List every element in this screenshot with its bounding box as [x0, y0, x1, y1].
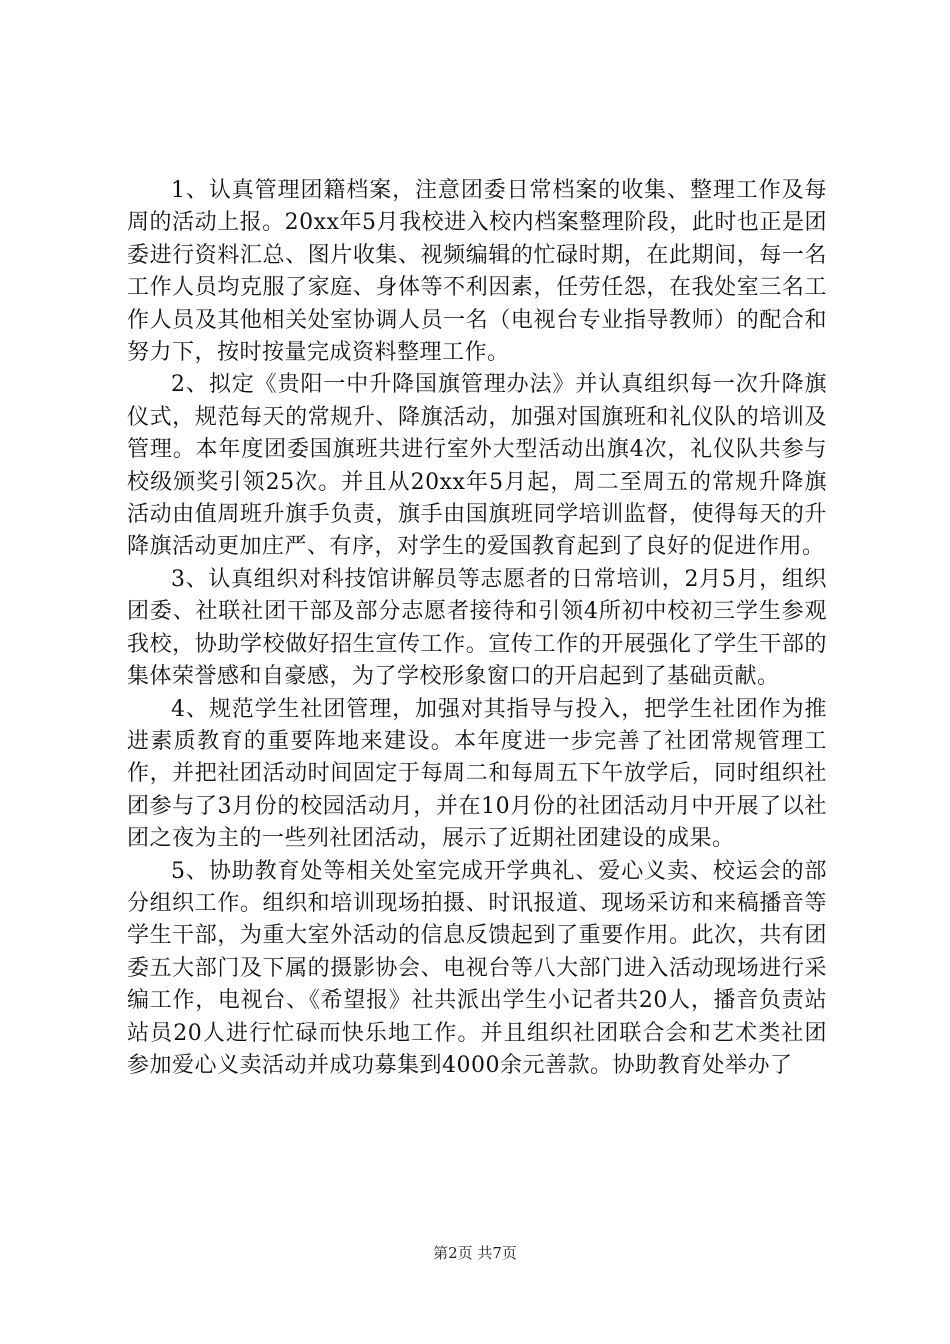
paragraph-4: 4、规范学生社团管理，加强对其指导与投入，把学生社团作为推进素质教育的重要阵地来建设。本年度进一步完善了社团常规管理工作，并把社团活动时间固定于每周二和每周五下午放学后，同时组织社团参与了3月份的校园活动月，并在10月份的社团活动月中开展了以社团之夜为主的一些列社团活动，展示了近期社团建设的成果。 [127, 696, 827, 852]
paragraph-2: 2、拟定《贵阳一中升降国旗管理办法》并认真组织每一次升降旗仪式，规范每天的常规升、降旗活动，加强对国旗班和礼仪队的培训及管理。本年度团委国旗班共进行室外大型活动出旗4次，礼仪队共参与校级颁奖引领25次。并且从20xx年5月起，周二至周五的常规升降旗活动由值周班升旗手负责，旗手由国旗班同学培训监督，使得每天的升降旗活动更加庄严、有序，对学生的爱国教育起到了良好的促进作用。 [127, 372, 827, 560]
document-body [127, 175, 827, 1082]
paragraph-1: 1、认真管理团籍档案，注意团委日常档案的收集、整理工作及每周的活动上报。20xx年5月我校进入校内档案整理阶段，此时也正是团委进行资料汇总、图片收集、视频编辑的忙碌时期，在此期间，每一名工作人员均克服了家庭、身体等不利因素，任劳任怨，在我处室三名工作人员及其他相关处室协调人员一名（电视台专业指导教师）的配合和努力下，按时按量完成资料整理工作。 [127, 178, 827, 366]
paragraph-3: 3、认真组织对科技馆讲解员等志愿者的日常培训，2月5月，组织团委、社联社团干部及部分志愿者接待和引领4所初中校初三学生参观我校，协助学校做好招生宣传工作。宣传工作的开展强化了学生干部的集体荣誉感和自豪感，为了学校形象窗口的开启起到了基础贡献。 [127, 566, 827, 690]
paragraph-5: 5、协助教育处等相关处室完成开学典礼、爱心义卖、校运会的部分组织工作。组织和培训现场拍摄、时讯报道、现场采访和来稿播音等学生干部，为重大室外活动的信息反馈起到了重要作用。此次，共有团委五大部门及下属的摄影协会、电视台等八大部门进入活动现场进行采编工作，电视台、《希望报》社共派出学生小记者共20人，播音负责站站员20人进行忙碌而快乐地工作。并且组织社团联合会和艺术类社团参加爱心义卖活动并成功募集到4000余元善款。协助教育处举办了 [127, 858, 827, 1078]
page-number-footer: 第2页 共7页 [433, 1244, 517, 1262]
